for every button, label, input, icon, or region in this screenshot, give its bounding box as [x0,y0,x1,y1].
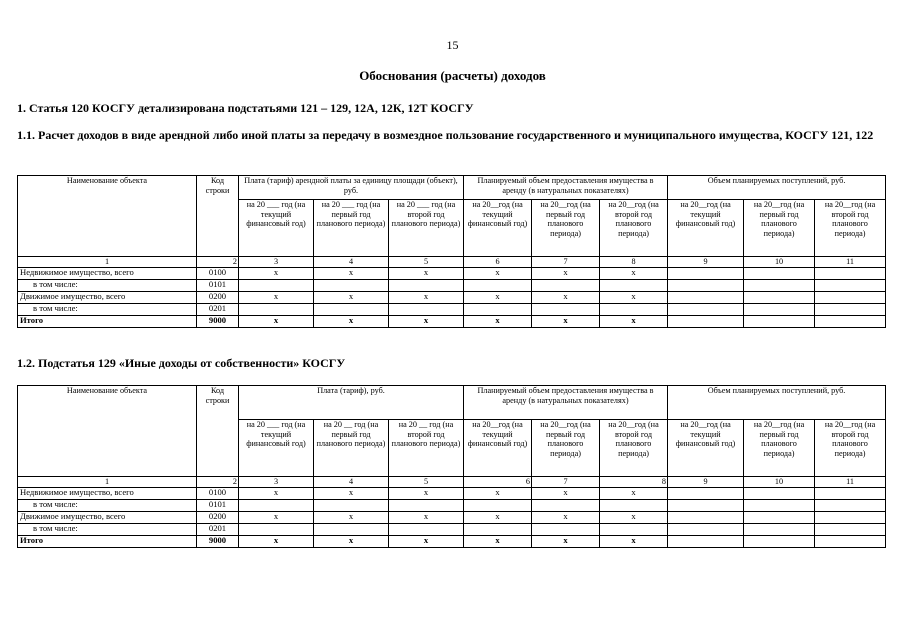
cell [815,279,886,291]
cell [600,279,668,291]
total-row [18,535,886,547]
column-number: 6 [464,477,532,488]
subheader-volume-first: на 20__год (на первый год планового периода) [532,420,600,477]
column-number: 5 [389,257,464,268]
cell [815,487,886,499]
column-number: 1 [18,257,197,268]
cell [464,279,532,291]
column-number: 8 [600,257,668,268]
cell: x [239,315,314,327]
column-number: 8 [600,477,668,488]
cell [744,303,815,315]
cell [600,303,668,315]
cell: x [600,291,668,303]
cell [668,303,744,315]
group-header-income: Объем планируемых поступлений, руб. [668,386,886,420]
cell [744,523,815,535]
cell [464,499,532,511]
cell [464,303,532,315]
cell [389,303,464,315]
cell: x [314,535,389,547]
table-row [18,303,886,315]
table-row [18,523,886,535]
cell [815,499,886,511]
cell: x [464,535,532,547]
column-number: 4 [314,477,389,488]
row-name: Недвижимое имущество, всего [18,267,197,279]
group-header-income: Объем планируемых поступлений, руб. [668,176,886,200]
column-number: 7 [532,257,600,268]
cell [314,499,389,511]
column-number: 3 [239,477,314,488]
cell [239,303,314,315]
cell: x [389,267,464,279]
cell: x [239,487,314,499]
cell: x [532,291,600,303]
table-row [18,279,886,291]
cell: x [464,267,532,279]
cell [389,523,464,535]
cell [532,303,600,315]
group-header-volume: Планируемый объем предоставления имущества в аренду (в натуральных показателях) [464,176,668,200]
subheader-volume-second: на 20__год (на второй год планового периода) [600,420,668,477]
row-code: 0200 [197,291,239,303]
cell [668,267,744,279]
row-code: 9000 [197,315,239,327]
subheader-fee-second: на 20 __ год (на второй год планового периода) [389,420,464,477]
cell [600,499,668,511]
cell [668,499,744,511]
subheader-volume-current: на 20__год (на текущий финансовый год) [464,420,532,477]
subheader-fee-current: на 20 ___ год (на текущий финансовый год) [239,200,314,257]
row-code: 0100 [197,267,239,279]
cell [744,291,815,303]
row-name: Итого [18,535,197,547]
table-row [18,291,886,303]
cell [744,267,815,279]
cell [815,511,886,523]
cell [815,523,886,535]
cell [668,279,744,291]
cell: x [314,487,389,499]
cell: x [600,535,668,547]
cell: x [239,535,314,547]
row-name: в том числе: [18,523,197,535]
cell: x [532,487,600,499]
group-header-volume: Планируемый объем предоставления имущества в аренду (в натуральных показателях) [464,386,668,420]
cell [600,523,668,535]
cell [532,523,600,535]
subheader-income-current: на 20__год (на текущий финансовый год) [668,420,744,477]
column-header-code: Код строки [197,386,239,477]
table-row [18,499,886,511]
row-code: 0100 [197,487,239,499]
cell [314,303,389,315]
cell: x [600,267,668,279]
page-title: Обоснования (расчеты) доходов [359,68,546,83]
other-income-table [17,385,886,548]
cell [389,499,464,511]
group-header-fee: Плата (тариф), руб. [239,386,464,420]
subheader-volume-current: на 20__год (на текущий финансовый год) [464,200,532,257]
cell [744,499,815,511]
column-number: 10 [744,477,815,488]
column-header-name: Наименование объекта [18,176,197,257]
column-number: 1 [18,477,197,488]
cell [744,279,815,291]
cell: x [532,267,600,279]
subheader-income-second: на 20__год (на второй год планового периода) [815,420,886,477]
cell: x [389,511,464,523]
cell [239,499,314,511]
column-number: 2 [197,477,239,488]
cell: x [389,535,464,547]
cell: x [239,291,314,303]
row-code: 9000 [197,535,239,547]
cell: x [389,487,464,499]
rental-income-table [17,175,886,328]
cell: x [239,267,314,279]
cell [744,487,815,499]
column-number: 10 [744,257,815,268]
row-name: Недвижимое имущество, всего [18,487,197,499]
cell: x [389,315,464,327]
cell [668,291,744,303]
row-name: в том числе: [18,303,197,315]
column-number: 9 [668,257,744,268]
cell [744,511,815,523]
cell: x [532,511,600,523]
column-number-row [18,477,886,488]
table-row [18,487,886,499]
cell [532,499,600,511]
cell: x [239,511,314,523]
cell: x [600,487,668,499]
table-row [18,511,886,523]
section-1-2-heading: 1.2. Подстатья 129 «Иные доходы от собственности» КОСГУ [17,356,346,370]
cell [668,535,744,547]
column-header-code: Код строки [197,176,239,257]
cell [532,279,600,291]
row-name: Движимое имущество, всего [18,291,197,303]
cell [815,303,886,315]
subheader-income-current: на 20__год (на текущий финансовый год) [668,200,744,257]
cell: x [314,315,389,327]
cell: x [314,511,389,523]
column-header-name: Наименование объекта [18,386,197,477]
cell: x [389,291,464,303]
row-code: 0200 [197,511,239,523]
row-code: 0201 [197,303,239,315]
subheader-income-first: на 20__год (на первый год планового периода) [744,420,815,477]
cell [668,487,744,499]
cell [815,267,886,279]
column-number: 4 [314,257,389,268]
cell: x [464,315,532,327]
cell [668,315,744,327]
column-number: 11 [815,257,886,268]
column-number: 2 [197,257,239,268]
cell: x [314,291,389,303]
table-row [18,267,886,279]
column-number: 3 [239,257,314,268]
cell [815,535,886,547]
section-1-heading: 1. Статья 120 КОСГУ детализирована подстатьями 121 – 129, 12А, 12К, 12Т КОСГУ [17,101,474,115]
cell [389,279,464,291]
cell: x [532,315,600,327]
cell: x [600,511,668,523]
cell [668,523,744,535]
cell [815,291,886,303]
cell: x [532,535,600,547]
column-number: 6 [464,257,532,268]
column-number: 9 [668,477,744,488]
column-number: 11 [815,477,886,488]
cell: x [464,511,532,523]
cell [744,535,815,547]
cell: x [314,267,389,279]
row-code: 0101 [197,279,239,291]
subheader-fee-current: на 20 ___ год (на текущий финансовый год) [239,420,314,477]
subheader-volume-first: на 20__год (на первый год планового периода) [532,200,600,257]
cell [668,511,744,523]
subheader-volume-second: на 20__год (на второй год планового периода) [600,200,668,257]
column-number-row [18,257,886,268]
column-number: 5 [389,477,464,488]
cell: x [464,291,532,303]
subheader-income-second: на 20__год (на второй год планового периода) [815,200,886,257]
cell [464,523,532,535]
cell: x [600,315,668,327]
total-row [18,315,886,327]
group-header-fee: Плата (тариф) арендной платы за единицу площади (объект), руб. [239,176,464,200]
row-code: 0101 [197,499,239,511]
row-name: Движимое имущество, всего [18,511,197,523]
row-name: Итого [18,315,197,327]
cell [815,315,886,327]
subheader-fee-second: на 20 ___ год (на второй год планового периода) [389,200,464,257]
cell [239,279,314,291]
column-number: 7 [532,477,600,488]
row-name: в том числе: [18,279,197,291]
section-1-1-heading: 1.1. Расчет доходов в виде арендной либо иной платы за передачу в возмездное пользование государственного и муниципального имущества, КОСГУ 121, 122 [17,128,874,142]
subheader-income-first: на 20__год (на первый год планового периода) [744,200,815,257]
cell [239,523,314,535]
cell [314,279,389,291]
subheader-fee-first: на 20 ___ год (на первый год планового периода) [314,200,389,257]
row-name: в том числе: [18,499,197,511]
subheader-fee-first: на 20 __ год (на первый год планового периода) [314,420,389,477]
page-number: 15 [446,38,459,52]
cell [314,523,389,535]
cell: x [464,487,532,499]
cell [744,315,815,327]
row-code: 0201 [197,523,239,535]
